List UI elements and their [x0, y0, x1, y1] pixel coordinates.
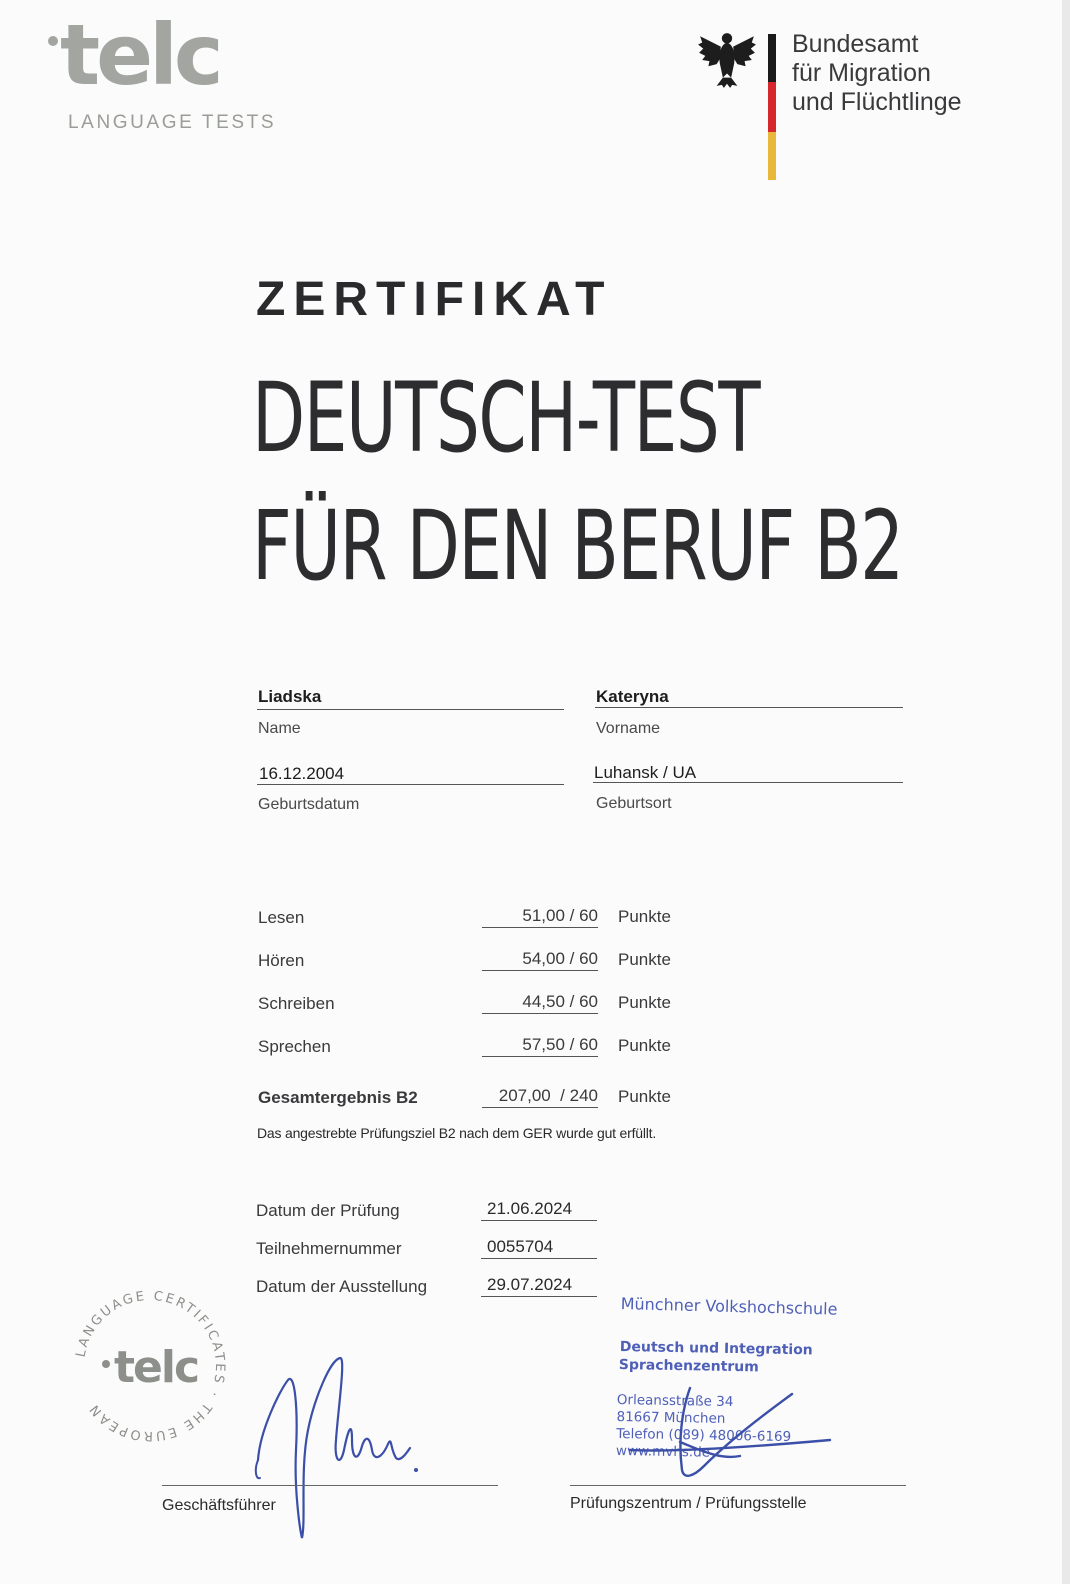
bamf-name-line: für Migration [792, 59, 931, 87]
stamp-address-line: Orleansstraße 34 [616, 1392, 734, 1411]
birth-date-underline [257, 784, 564, 785]
exam-date-label: Datum der Prüfung [256, 1201, 400, 1220]
seal-center-text: telc [114, 1342, 199, 1393]
stamp-address-line: www.mvhs.de [615, 1442, 711, 1461]
test-title-line-1: DEUTSCH-TEST [252, 362, 760, 474]
exam-date-value: 21.06.2024 [481, 1199, 597, 1221]
seal-ring-text: LANGUAGE CERTIFICATES · THE EUROPEAN [73, 1288, 228, 1444]
score-value-schreiben: 44,50 / 60 [482, 992, 598, 1014]
score-label-sprechen: Sprechen [258, 1037, 331, 1056]
exam-center-signature-line [570, 1485, 906, 1486]
stamp-department: Deutsch und Integration [619, 1339, 813, 1359]
telc-logo-word: telc [60, 6, 220, 104]
score-label-schreiben: Schreiben [258, 994, 335, 1013]
score-unit: Punkte [618, 950, 671, 969]
certificate-label: ZERTIFIKAT [256, 273, 613, 326]
score-value-sprechen: 57,50 / 60 [482, 1035, 598, 1057]
stamp-subdepartment: Sprachenzentrum [618, 1357, 759, 1376]
exam-center-label: Prüfungszentrum / Prüfungsstelle [570, 1495, 807, 1512]
score-label-lesen: Lesen [258, 908, 305, 927]
birth-place-underline [593, 782, 903, 783]
flag-red-stripe [768, 82, 776, 132]
director-signature [240, 1350, 440, 1550]
birth-date-label: Geburtsdatum [258, 796, 360, 813]
birth-place-label: Geburtsort [596, 795, 672, 812]
bamf-name-line: Bundesamt [792, 30, 919, 58]
examiner-signature [620, 1380, 840, 1490]
surname-underline [257, 709, 564, 710]
german-flag-bar [768, 34, 776, 180]
result-note: Das angestrebte Prüfungsziel B2 nach dem GER wurde gut erfüllt. [257, 1125, 657, 1141]
eagle-icon [696, 28, 758, 90]
first-name-label: Vorname [596, 720, 661, 737]
telc-logo [48, 6, 277, 140]
seal-dot [102, 1360, 110, 1368]
flag-gold-stripe [768, 132, 776, 180]
issue-date-value: 29.07.2024 [481, 1275, 597, 1297]
surname-value: Liadska [258, 687, 322, 706]
score-value-lesen: 51,00 / 60 [482, 906, 598, 928]
stamp-address-line: Telefon (089) 48006-6169 [616, 1425, 792, 1446]
stamp-address-line: 81667 München [616, 1408, 726, 1427]
issue-date-label: Datum der Ausstellung [256, 1277, 428, 1296]
surname-label: Name [258, 720, 301, 737]
first-name-value: Kateryna [596, 687, 669, 706]
director-signature-line [162, 1485, 498, 1486]
score-unit: Punkte [618, 1036, 671, 1055]
score-unit: Punkte [618, 993, 671, 1012]
telc-logo-subtitle: LANGUAGE TESTS [68, 112, 277, 133]
birth-place-value: Luhansk / UA [594, 763, 697, 782]
flag-black-stripe [768, 34, 776, 82]
stamp-institution: Münchner Volkshochschule [620, 1294, 838, 1319]
bamf-name [792, 30, 962, 117]
telc-logo-dot [48, 36, 58, 46]
total-score-unit: Punkte [618, 1087, 671, 1106]
total-score-value: 207,00 / 240 [482, 1086, 598, 1108]
score-unit: Punkte [618, 907, 671, 926]
participant-number-value: 0055704 [481, 1237, 597, 1259]
telc-seal [70, 1286, 230, 1446]
score-value-hoeren: 54,00 / 60 [482, 949, 598, 971]
bamf-logo [696, 28, 996, 188]
participant-number-label: Teilnehmernummer [256, 1239, 402, 1258]
first-name-underline [595, 707, 903, 708]
director-label: Geschäftsführer [162, 1497, 276, 1514]
score-label-hoeren: Hören [258, 951, 305, 970]
bamf-name-line: und Flüchtlinge [792, 88, 962, 116]
total-score-label: Gesamtergebnis B2 [258, 1088, 418, 1107]
test-title-line-2: FÜR DEN BERUF B2 [252, 490, 903, 602]
birth-date-value: 16.12.2004 [259, 764, 345, 783]
